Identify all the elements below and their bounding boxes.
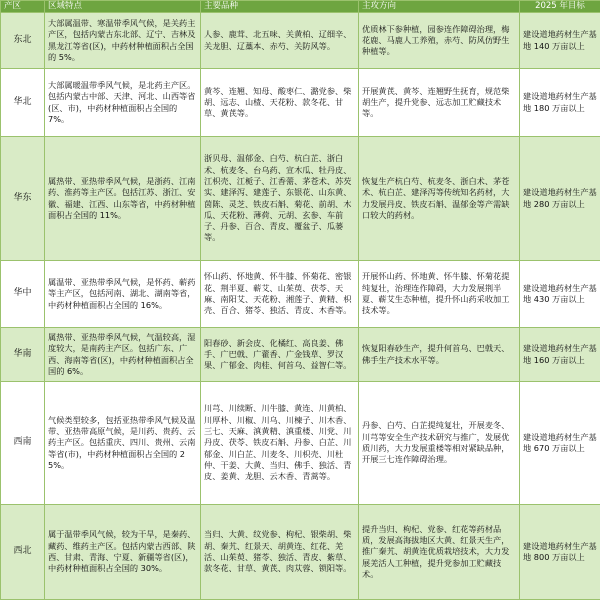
region-cell: 华北 — [1, 69, 45, 137]
region-cell: 华中 — [1, 261, 45, 328]
target-cell: 建设道地药材生产基地 180 万亩以上 — [520, 69, 600, 137]
varieties-cell: 人参、鹿茸、北五味、关黄柏、辽细辛、关龙胆、辽藁本、赤芍、关防风等。 — [201, 13, 359, 69]
features-cell: 属于温带季风气候，较为干旱，是秦药、藏药、维药主产区。包括内蒙古西部、陕西、甘肃、青海、宁夏、新疆等省(区)，中药材种植面积占全国的 30%。 — [45, 505, 201, 600]
region-cell: 华南 — [1, 328, 45, 382]
varieties-cell: 当归、大黄、纹党参、枸杞、银柴胡、柴胡、秦艽、红景天、胡黄连、红花、羌活、山茱萸、猪苓、独活、青皮、紫草、款冬花、甘草、黄芪、肉苁蓉、锁阳等。 — [201, 505, 359, 600]
features-cell: 属热带、亚热带季风气候，是浙药、江南药、淮药等主产区。包括江苏、浙江、安徽、福建、江西、山东等省，中药材种植面积占全国的 11%。 — [45, 137, 201, 261]
varieties-cell: 黄芩、连翘、知母、酸枣仁、潞党参、柴胡、远志、山楂、天花粉、款冬花、甘草、黄芪等。 — [201, 69, 359, 137]
direction-cell: 丹参、白芍、白芷提纯复壮，开展麦冬、川芎等安全生产技术研究与推广，发展优质川药，大力发展重楼等相对紧缺品种，开展三七连作障碍治理。 — [359, 382, 520, 505]
table-row — [1, 261, 600, 328]
region-cell: 东北 — [1, 13, 45, 69]
header-target: 2025 年目标 — [520, 1, 600, 13]
region-cell: 西北 — [1, 505, 45, 600]
features-cell: 属温带、亚热带季风气候，是怀药、蕲药等主产区，包括河南、湖北、湖南等省，中药材种植面积占全国的 16%。 — [45, 261, 201, 328]
region-cell: 西南 — [1, 382, 45, 505]
varieties-cell: 川芎、川续断、川牛膝、黄连、川黄柏、川厚朴、川椒、川乌、川楝子、川木香、三七、天麻、滇黄精、滇重楼、川党、川丹皮、茯苓、铁皮石斛、丹参、白芷、川郁金、川白芷、川麦冬、川枳壳、川杜仲、干姜、大黄、当归、佛手、独活、青皮、姜黄、龙胆、云木香、青蒿等。 — [201, 382, 359, 505]
varieties-cell: 怀山药、怀地黄、怀牛膝、怀菊花、密银花、荆半夏、蕲艾、山茱萸、茯苓、天麻、南阳艾、天花粉、湘莲子、黄精、枳壳、百合、猪苓、独活、青皮、木香等。 — [201, 261, 359, 328]
direction-cell: 提升当归、枸杞、党参、红花等药材品质，发展高海拔地区大黄、红景天生产，推广秦艽、胡黄连优质栽培技术，大力发展羌活人工种植，提升党参加工贮藏技术。 — [359, 505, 520, 600]
target-cell: 建设道地药材生产基地 280 万亩以上 — [520, 137, 600, 261]
target-cell: 建设道地药材生产基地 800 万亩以上 — [520, 505, 600, 600]
target-cell: 建设道地药材生产基地 670 万亩以上 — [520, 382, 600, 505]
features-cell: 大部属暖温带季风气候，是北药主产区。包括内蒙古中部、天津、河北、山西等省(区、市)，中药材种植面积占全国的 7%。 — [45, 69, 201, 137]
direction-cell: 恢复阳春砂生产，提升何首乌、巴戟天、佛手生产技术水平等。 — [359, 328, 520, 382]
table-row — [1, 137, 600, 261]
table-row — [1, 382, 600, 505]
header-direction: 主攻方向 — [359, 1, 520, 13]
varieties-cell: 阳春砂、新会皮、化橘红、高良姜、佛手、广巴戟、广藿香、广金钱草、罗汉果、广郁金、肉桂、何首乌、益智仁等。 — [201, 328, 359, 382]
table-row — [1, 505, 600, 600]
features-cell: 大部属温带、寒温带季风气候，是关药主产区，包括内蒙古东北部、辽宁、吉林及黑龙江等省(区)，中药材种植面积占全国的 5%。 — [45, 13, 201, 69]
target-cell: 建设道地药材生产基地 430 万亩以上 — [520, 261, 600, 328]
table-row — [1, 328, 600, 382]
header-features: 区域特点 — [45, 1, 201, 13]
features-cell: 属热带、亚热带季风气候，气温较高，湿度较大，是南药主产区。包括广东、广西、海南等省(区)，中药材种植面积占全国的 6%。 — [45, 328, 201, 382]
header-varieties: 主要品种 — [201, 1, 359, 13]
direction-cell: 恢复生产杭白芍、杭麦冬、浙白术、茅苍术、杭白芷、建泽泻等传统知名药材，大力发展丹皮、铁皮石斛、温郁金等产需缺口较大的药材。 — [359, 137, 520, 261]
direction-cell: 开展怀山药、怀地黄、怀牛膝、怀菊花提纯复壮，治理连作障碍，大力发展荆半夏、蕲艾生态种植，提升怀山药采收加工技术等。 — [359, 261, 520, 328]
table-row — [1, 69, 600, 137]
features-cell: 气候类型较多，包括亚热带季风气候及温带、亚热带高原气候，是川药、贵药、云药主产区。包括重庆、四川、贵州、云南等省(市)，中药材种植面积占全国的 25%。 — [45, 382, 201, 505]
table-header-row — [1, 1, 600, 13]
table-row — [1, 13, 600, 69]
region-cell: 华东 — [1, 137, 45, 261]
direction-cell: 优质林下参种植，园参连作障碍治理，梅花鹿、马鹿人工养殖，赤芍、防风仿野生种植等。 — [359, 13, 520, 69]
target-cell: 建设道地药材生产基地 140 万亩以上 — [520, 13, 600, 69]
varieties-cell: 浙贝母、温郁金、白芍、杭白芷、浙白术、杭麦冬、台乌药、宣木瓜、牡丹皮、江枳壳、江栀子、江香薷、茅苍术、苏芡实、建泽泻、建莲子、东银花、山东黄、茵陈、灵芝、铁皮石斛、菊花、前胡、木瓜、天花粉、薄荷、元胡、玄参、车前子、丹参、百合、青皮、覆盆子、瓜蒌等。 — [201, 137, 359, 261]
direction-cell: 开展黄芪、黄芩、连翘野生抚育，规范柴胡生产，提升党参、远志加工贮藏技术等。 — [359, 69, 520, 137]
target-cell: 建设道地药材生产基地 160 万亩以上 — [520, 328, 600, 382]
header-region: 产区 — [1, 1, 45, 13]
